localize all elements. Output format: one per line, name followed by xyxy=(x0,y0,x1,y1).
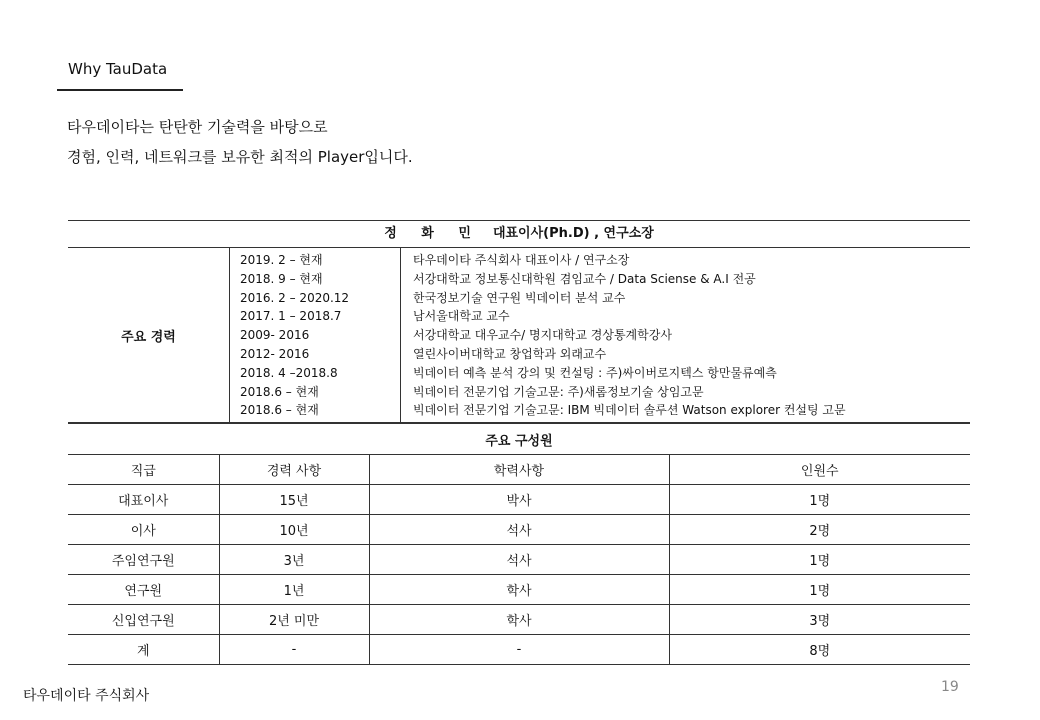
column-header: 경력 사항 xyxy=(219,455,369,485)
table-cell: 박사 xyxy=(369,485,669,515)
table-cell: 이사 xyxy=(68,515,219,545)
members-caption-row xyxy=(68,423,970,455)
table-cell: - xyxy=(369,635,669,665)
career-date: 2018. 9 – 현재 xyxy=(240,271,323,286)
ceo-profile-table xyxy=(68,220,970,423)
table-cell: 주임연구원 xyxy=(68,545,219,575)
table-row xyxy=(68,605,970,635)
table-cell: 8명 xyxy=(669,635,970,665)
members-table xyxy=(68,422,970,665)
ceo-title: 대표이사(Ph.D) , 연구소장 xyxy=(492,226,654,241)
table-row xyxy=(68,515,970,545)
career-descriptions xyxy=(401,248,970,422)
members-caption: 주요 구성원 xyxy=(68,423,970,455)
table-cell: 10년 xyxy=(219,515,369,545)
career-desc: 한국정보기술 연구원 빅데이터 분석 교수 xyxy=(413,290,626,305)
career-dates xyxy=(230,248,401,422)
table-cell: 2년 미만 xyxy=(219,605,369,635)
career-date: 2012- 2016 xyxy=(240,346,310,361)
table-cell: 1명 xyxy=(669,545,970,575)
page-number: 19 xyxy=(941,679,959,695)
table-cell: 1명 xyxy=(669,575,970,605)
table-cell: 1명 xyxy=(669,485,970,515)
table-row xyxy=(68,575,970,605)
table-cell: 대표이사 xyxy=(68,485,219,515)
ceo-name: 정 화 민 xyxy=(384,226,481,241)
career-desc: 빅데이터 전문기업 기술고문: IBM 빅데이터 솔루션 Watson explorer 컨설팅 고문 xyxy=(413,403,846,418)
career-date: 2016. 2 – 2020.12 xyxy=(240,290,350,305)
table-cell: 연구원 xyxy=(68,575,219,605)
career-label: 주요 경력 xyxy=(68,248,230,422)
members-header-row xyxy=(68,455,970,485)
career-desc: 빅데이터 예측 분석 강의 및 컨설팅 : 주)싸이버로지텍스 항만물류예측 xyxy=(413,365,777,380)
career-date: 2018.6 – 현재 xyxy=(240,384,319,399)
table-cell: 2명 xyxy=(669,515,970,545)
table-cell: - xyxy=(219,635,369,665)
section-underline xyxy=(57,89,183,91)
career-date: 2018.6 – 현재 xyxy=(240,403,319,418)
table-row xyxy=(68,545,970,575)
intro-text xyxy=(67,112,413,172)
company-name: 타우데이타 주식회사 xyxy=(23,688,150,704)
table-cell: 신입연구원 xyxy=(68,605,219,635)
section-label: Why TauData xyxy=(68,60,168,78)
column-header: 학력사항 xyxy=(369,455,669,485)
table-row xyxy=(68,485,970,515)
table-row-total xyxy=(68,635,970,665)
intro-line-2: 경험, 인력, 네트워크를 보유한 최적의 Player입니다. xyxy=(67,148,413,166)
intro-line-1: 타우데이타는 탄탄한 기술력을 바탕으로 xyxy=(67,118,328,136)
career-desc: 서강대학교 대우교수/ 명지대학교 경상통계학강사 xyxy=(413,328,672,343)
career-desc: 열린사이버대학교 창업학과 외래교수 xyxy=(413,346,607,361)
table-cell: 석사 xyxy=(369,545,669,575)
table-cell: 3명 xyxy=(669,605,970,635)
table-cell: 학사 xyxy=(369,575,669,605)
table-cell: 학사 xyxy=(369,605,669,635)
table-cell: 1년 xyxy=(219,575,369,605)
career-desc: 남서울대학교 교수 xyxy=(413,309,510,324)
career-date: 2018. 4 –2018.8 xyxy=(240,365,338,380)
career-row xyxy=(68,248,970,422)
column-header: 직급 xyxy=(68,455,219,485)
table-cell: 3년 xyxy=(219,545,369,575)
career-date: 2017. 1 – 2018.7 xyxy=(240,309,342,324)
column-header: 인원수 xyxy=(669,455,970,485)
table-cell: 계 xyxy=(68,635,219,665)
career-desc: 서강대학교 정보통신대학원 겸임교수 / Data Sciense & A.I 전공 xyxy=(413,271,756,286)
career-desc: 빅데이터 전문기업 기술고문: 주)새롬정보기술 상임고문 xyxy=(413,384,704,399)
career-date: 2009- 2016 xyxy=(240,328,310,343)
profile-title-row xyxy=(68,221,970,248)
career-date: 2019. 2 – 현재 xyxy=(240,253,323,267)
career-desc: 타우데이타 주식회사 대표이사 / 연구소장 xyxy=(413,253,630,267)
table-cell: 15년 xyxy=(219,485,369,515)
table-cell: 석사 xyxy=(369,515,669,545)
